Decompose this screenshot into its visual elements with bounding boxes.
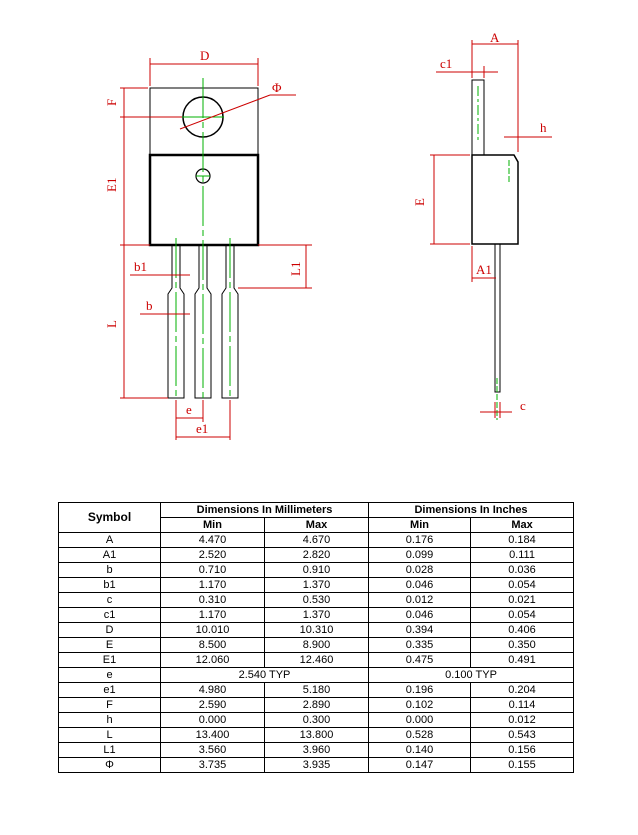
mm-max-cell: 0.300 <box>265 713 369 728</box>
in-min-cell: 0.046 <box>369 608 471 623</box>
label-c1: c1 <box>440 56 453 71</box>
symbol-cell: e <box>59 668 161 683</box>
front-dimensions <box>120 58 312 440</box>
table-row <box>59 653 574 668</box>
label-F: F <box>104 98 119 106</box>
in-max-cell: 0.184 <box>471 533 574 548</box>
mm-min-cell: 12.060 <box>161 653 265 668</box>
label-E: E <box>412 198 427 206</box>
mm-max-cell: 2.820 <box>265 548 369 563</box>
label-e: e <box>186 402 192 417</box>
label-phi: Φ <box>272 80 282 95</box>
symbol-cell: L1 <box>59 743 161 758</box>
symbol-cell: c <box>59 593 161 608</box>
in-min-cell: 0.528 <box>369 728 471 743</box>
mm-min-cell: 0.710 <box>161 563 265 578</box>
side-lead <box>495 244 500 392</box>
in-max-cell: 0.036 <box>471 563 574 578</box>
mm-min-cell: 4.470 <box>161 533 265 548</box>
in-max-cell: 0.543 <box>471 728 574 743</box>
symbol-cell: E <box>59 638 161 653</box>
table-row <box>59 638 574 653</box>
in-max-header: Max <box>471 518 574 533</box>
in-max-cell: 0.012 <box>471 713 574 728</box>
dimensions-table-body <box>59 533 574 773</box>
table-row <box>59 728 574 743</box>
in-min-cell: 0.012 <box>369 593 471 608</box>
in-max-cell: 0.021 <box>471 593 574 608</box>
label-A: A <box>490 30 500 45</box>
mm-max-cell: 13.800 <box>265 728 369 743</box>
in-min-cell: 0.196 <box>369 683 471 698</box>
in-typ-cell: 0.100 TYP <box>369 668 574 683</box>
in-min-cell: 0.475 <box>369 653 471 668</box>
table-row <box>59 713 574 728</box>
table-row <box>59 578 574 593</box>
mm-max-cell: 0.910 <box>265 563 369 578</box>
label-D: D <box>200 48 210 63</box>
in-min-cell: 0.140 <box>369 743 471 758</box>
mm-min-cell: 0.310 <box>161 593 265 608</box>
table-row <box>59 533 574 548</box>
symbol-cell: e1 <box>59 683 161 698</box>
symbol-cell: h <box>59 713 161 728</box>
in-min-header: Min <box>369 518 471 533</box>
mm-max-cell: 5.180 <box>265 683 369 698</box>
mm-min-cell: 8.500 <box>161 638 265 653</box>
table-row <box>59 548 574 563</box>
mm-min-cell: 0.000 <box>161 713 265 728</box>
in-min-cell: 0.335 <box>369 638 471 653</box>
mm-min-cell: 10.010 <box>161 623 265 638</box>
symbol-cell: Φ <box>59 758 161 773</box>
mm-max-cell: 8.900 <box>265 638 369 653</box>
table-row <box>59 758 574 773</box>
in-min-cell: 0.000 <box>369 713 471 728</box>
mm-max-cell: 0.530 <box>265 593 369 608</box>
side-body <box>472 155 518 244</box>
table-row <box>59 608 574 623</box>
in-max-cell: 0.155 <box>471 758 574 773</box>
mm-min-cell: 1.170 <box>161 608 265 623</box>
mm-min-cell: 1.170 <box>161 578 265 593</box>
dimensions-table <box>58 502 574 773</box>
in-min-cell: 0.394 <box>369 623 471 638</box>
in-max-cell: 0.406 <box>471 623 574 638</box>
mm-max-cell: 3.960 <box>265 743 369 758</box>
mm-min-header: Min <box>161 518 265 533</box>
mm-max-cell: 3.935 <box>265 758 369 773</box>
in-min-cell: 0.176 <box>369 533 471 548</box>
table-row <box>59 683 574 698</box>
front-view <box>104 48 312 440</box>
table-row <box>59 563 574 578</box>
label-L1: L1 <box>288 261 303 276</box>
mm-max-cell: 4.670 <box>265 533 369 548</box>
in-min-cell: 0.046 <box>369 578 471 593</box>
symbol-cell: A <box>59 533 161 548</box>
table-row <box>59 593 574 608</box>
symbol-cell: E1 <box>59 653 161 668</box>
in-max-cell: 0.054 <box>471 608 574 623</box>
in-max-cell: 0.054 <box>471 578 574 593</box>
label-E1: E1 <box>104 177 119 192</box>
mm-min-cell: 13.400 <box>161 728 265 743</box>
in-min-cell: 0.028 <box>369 563 471 578</box>
side-view <box>412 30 552 420</box>
in-max-cell: 0.350 <box>471 638 574 653</box>
in-min-cell: 0.099 <box>369 548 471 563</box>
symbol-cell: D <box>59 623 161 638</box>
mm-max-cell: 10.310 <box>265 623 369 638</box>
in-max-cell: 0.204 <box>471 683 574 698</box>
mm-header: Dimensions In Millimeters <box>161 503 369 518</box>
symbol-cell: F <box>59 698 161 713</box>
mm-min-cell: 4.980 <box>161 683 265 698</box>
mm-max-header: Max <box>265 518 369 533</box>
symbol-cell: b1 <box>59 578 161 593</box>
inches-header: Dimensions In Inches <box>369 503 574 518</box>
label-A1: A1 <box>476 262 492 277</box>
mm-min-cell: 3.735 <box>161 758 265 773</box>
mm-max-cell: 1.370 <box>265 578 369 593</box>
label-h: h <box>540 120 547 135</box>
table-row <box>59 623 574 638</box>
table-row <box>59 698 574 713</box>
table-row <box>59 668 574 683</box>
in-max-cell: 0.111 <box>471 548 574 563</box>
mm-typ-cell: 2.540 TYP <box>161 668 369 683</box>
symbol-cell: c1 <box>59 608 161 623</box>
mm-min-cell: 2.590 <box>161 698 265 713</box>
in-max-cell: 0.491 <box>471 653 574 668</box>
symbol-cell: b <box>59 563 161 578</box>
mm-max-cell: 2.890 <box>265 698 369 713</box>
in-min-cell: 0.102 <box>369 698 471 713</box>
mm-max-cell: 12.460 <box>265 653 369 668</box>
in-max-cell: 0.114 <box>471 698 574 713</box>
mm-min-cell: 3.560 <box>161 743 265 758</box>
label-c: c <box>520 398 526 413</box>
label-b1: b1 <box>134 259 147 274</box>
in-max-cell: 0.156 <box>471 743 574 758</box>
symbol-header: Symbol <box>59 503 161 533</box>
mm-min-cell: 2.520 <box>161 548 265 563</box>
symbol-cell: A1 <box>59 548 161 563</box>
label-e1: e1 <box>196 421 209 436</box>
table-row <box>59 743 574 758</box>
label-L: L <box>104 320 119 328</box>
mm-max-cell: 1.370 <box>265 608 369 623</box>
symbol-cell: L <box>59 728 161 743</box>
label-b: b <box>146 298 153 313</box>
mounting-tab <box>150 88 258 155</box>
in-min-cell: 0.147 <box>369 758 471 773</box>
